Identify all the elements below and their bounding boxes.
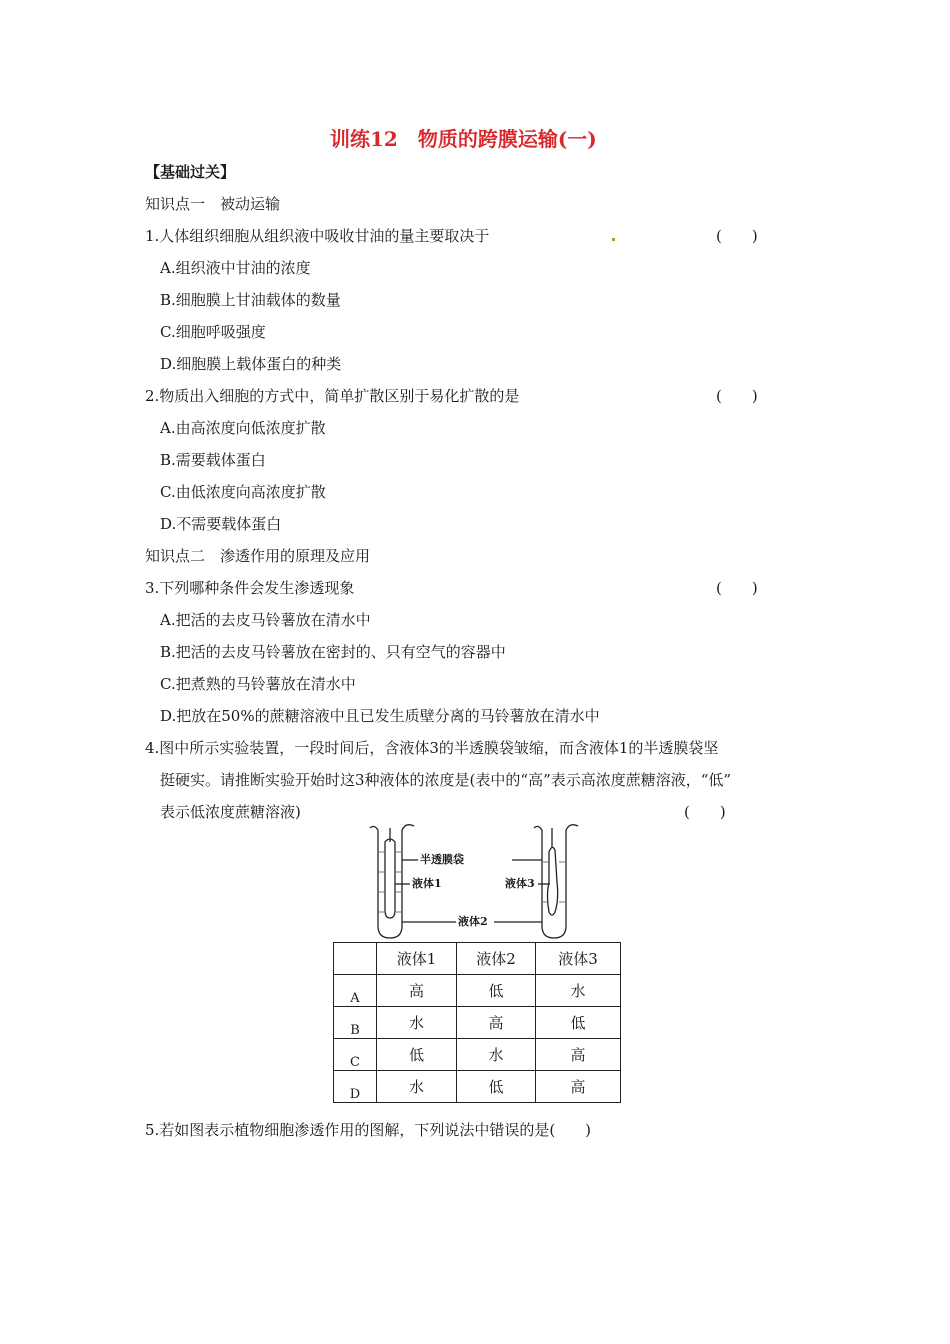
question-1-answer-blank: ( ) (716, 227, 758, 245)
question-3-option-b: B.把活的去皮马铃薯放在密封的、只有空气的容器中 (160, 643, 506, 661)
figure-label-liquid3: 液体3 (505, 877, 535, 890)
table-cell: 低 (457, 975, 536, 1007)
question-2-option-c: C.由低浓度向高浓度扩散 (160, 483, 326, 501)
figure-label-liquid1: 液体1 (412, 877, 442, 890)
page-title: 训练12 物质的跨膜运输(一) (330, 127, 597, 151)
table-cell: 水 (377, 1007, 457, 1039)
question-4-answer-blank: ( ) (684, 803, 726, 821)
question-1-option-a: A.组织液中甘油的浓度 (160, 259, 311, 277)
knowledge-point-1: 知识点一 被动运输 (145, 195, 281, 213)
table-cell: A (334, 975, 377, 1007)
table-cell: 高 (457, 1007, 536, 1039)
question-3-option-c: C.把煮熟的马铃薯放在清水中 (160, 675, 356, 693)
question-4-options-table (333, 942, 621, 1103)
question-2-option-b: B.需要载体蛋白 (160, 451, 266, 469)
question-2-answer-blank: ( ) (716, 387, 758, 405)
section-heading: 【基础过关】 (145, 163, 236, 181)
table-cell: C (334, 1039, 377, 1071)
knowledge-point-2: 知识点二 渗透作用的原理及应用 (145, 547, 371, 565)
question-1-option-c: C.细胞呼吸强度 (160, 323, 266, 341)
question-1-option-d: D.细胞膜上载体蛋白的种类 (160, 355, 342, 373)
table-cell: 高 (536, 1039, 621, 1071)
table-header-row (334, 943, 621, 975)
table-header-cell: 液体1 (377, 943, 457, 975)
figure-label-bag: 半透膜袋 (420, 853, 464, 866)
figure-label-liquid2: 液体2 (458, 915, 488, 928)
table-cell: 低 (457, 1071, 536, 1103)
table-cell: 高 (536, 1071, 621, 1103)
table-row (334, 1071, 621, 1103)
left-bag (385, 839, 395, 918)
question-2-stem: 2.物质出入细胞的方式中，简单扩散区别于易化扩散的是 (145, 387, 520, 405)
table-cell: 低 (536, 1007, 621, 1039)
table-cell: 水 (377, 1071, 457, 1103)
question-2-option-a: A.由高浓度向低浓度扩散 (160, 419, 326, 437)
table-cell: 水 (536, 975, 621, 1007)
question-4-line-1: 4.图中所示实验装置，一段时间后，含液体3的半透膜袋皱缩，而含液体1的半透膜袋坚 (145, 739, 719, 757)
question-3-answer-blank: ( ) (716, 579, 758, 597)
table-header-cell: 液体2 (457, 943, 536, 975)
question-1-stem: 1.人体组织细胞从组织液中吸收甘油的量主要取决于 (145, 227, 490, 245)
table-header-cell: 液体3 (536, 943, 621, 975)
question-4-line-3: 表示低浓度蔗糖溶液) (160, 803, 301, 821)
stray-dot (612, 238, 615, 241)
table-cell: D (334, 1071, 377, 1103)
question-2-option-d: D.不需要载体蛋白 (160, 515, 282, 533)
question-3-option-a: A.把活的去皮马铃薯放在清水中 (160, 611, 371, 629)
table-cell: 水 (457, 1039, 536, 1071)
table-header-cell (334, 943, 377, 975)
table-cell: B (334, 1007, 377, 1039)
question-4-line-2: 挺硬实。请推断实验开始时这3种液体的浓度是(表中的“高”表示高浓度蔗糖溶液，“低” (160, 771, 732, 789)
table-row (334, 1039, 621, 1071)
table-row (334, 975, 621, 1007)
table-row (334, 1007, 621, 1039)
right-bag (548, 847, 558, 915)
table-cell: 低 (377, 1039, 457, 1071)
table-cell: 高 (377, 975, 457, 1007)
question-5-stem: 5.若如图表示植物细胞渗透作用的图解，下列说法中错误的是( ) (145, 1121, 592, 1139)
question-3-option-d: D.把放在50%的蔗糖溶液中且已发生质壁分离的马铃薯放在清水中 (160, 707, 600, 725)
question-1-option-b: B.细胞膜上甘油载体的数量 (160, 291, 341, 309)
question-3-stem: 3.下列哪种条件会发生渗透现象 (145, 579, 355, 597)
